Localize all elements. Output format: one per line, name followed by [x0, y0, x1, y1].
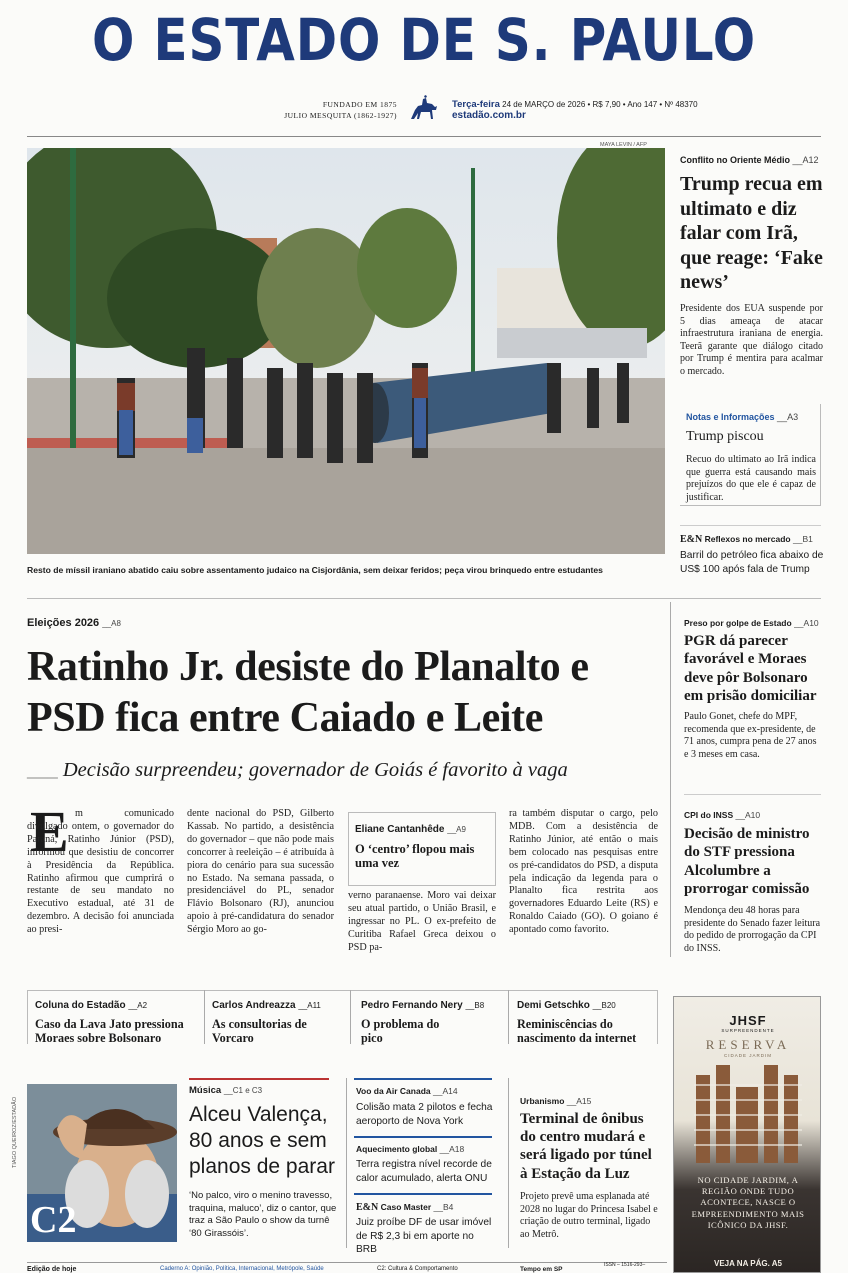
top-story-kicker: Conflito no Oriente Médio __A12: [680, 155, 819, 165]
brief-0-kicker-text: Voo da Air Canada: [356, 1086, 431, 1096]
notes-body: Recuo do ultimato ao Irã indica que guerra está causando mais prejuízos do que ele é capaz de justificar.: [686, 454, 816, 503]
top-story-body: Presidente dos EUA suspende por 5 dias ameaça de atacar infraestrutura iraniana de energia. Teerã garante que diálogo citado por Trump é mentira para acalmar o mercado.: [680, 303, 823, 377]
top-story-kicker-text: Conflito no Oriente Médio: [680, 155, 790, 165]
footer-edition: Edição de hoje: [27, 1266, 77, 1273]
photo-caption: Resto de míssil iraniano abatido caiu sobre assentamento judaico na Cisjordânia, sem deixar feridos; peça virou brinquedo entre estudantes: [27, 565, 603, 575]
columnist-1-page: A11: [307, 1001, 321, 1010]
column-box-page: A9: [456, 825, 466, 834]
reflexos-body[interactable]: Barril do petróleo fica abaixo de US$ 100 após fala de Trump: [680, 550, 824, 575]
brief-2-kicker: E&N Caso Master __B4: [356, 1202, 454, 1213]
columnist-1-title[interactable]: As consultorias de Vorcaro: [212, 1017, 307, 1045]
columnist-divider-1: [204, 990, 205, 1044]
brief-1-text[interactable]: Terra registra nível recorde de calor acumulado, alerta ONU: [356, 1159, 492, 1184]
culture-kicker: Música __C1 e C3: [189, 1085, 263, 1096]
brief-1-kicker-text: Aquecimento global: [356, 1144, 438, 1154]
footer-c2: C2: Cultura & Comportamento: [377, 1266, 458, 1272]
culture-page: C1 e C3: [232, 1086, 263, 1095]
brief-0-text[interactable]: Colisão mata 2 pilotos e fecha aeroporto de Nova York: [356, 1102, 493, 1127]
pgr-page: A10: [803, 618, 819, 628]
inss-body: Mendonça deu 48 horas para presidente do Senado fazer leitura do pedido de prorrogação da CPI do INSS.: [684, 905, 821, 954]
reflexos-page: B1: [802, 534, 813, 544]
ad-product-sub: CIDADE JARDIM: [723, 1053, 772, 1058]
main-page: A8: [111, 619, 121, 628]
columnist-3-name-text: Demi Getschko: [517, 1000, 590, 1011]
urbanismo-kicker-text: Urbanismo: [520, 1096, 565, 1106]
footer-tempo: Tempo em SP: [520, 1266, 563, 1273]
footer-rule: [27, 1262, 667, 1263]
urbanismo-body: Projeto prevê uma esplanada até 2028 no lugar do Princesa Isabel e criação de outro terminal, ligado ao Metrô.: [520, 1191, 658, 1240]
columnist-0-name: Coluna do Estadão __A2: [35, 1000, 148, 1011]
inss-headline[interactable]: Decisão de ministro do STF pressiona Alcolumbre a prorrogar comissão: [684, 826, 810, 897]
notes-kicker: Notas e Informações __A3: [686, 412, 799, 422]
notes-headline[interactable]: Trump piscou: [686, 429, 764, 444]
brief-0-kicker: Voo da Air Canada __A14: [356, 1086, 458, 1096]
culture-kicker-text: Música: [189, 1085, 222, 1096]
column-box-author-text: Eliane Cantanhêde: [355, 824, 445, 835]
main-deck-text: Decisão surpreendeu; governador de Goiás é favorito à vaga: [62, 759, 568, 781]
columnist-2-name: Pedro Fernando Nery __B8: [361, 1000, 485, 1011]
dateline: [452, 99, 698, 110]
site-link[interactable]: estadão.com.br: [452, 110, 526, 121]
brief-2-text[interactable]: Juiz proíbe DF de usar imóvel de R$ 2,3 bi em aporte no BRB: [356, 1217, 492, 1255]
columnist-3-page: B20: [601, 1001, 616, 1010]
main-photo: [27, 148, 665, 554]
main-col-2: dente nacional do PSD, Gilberto Kassab. No partido, a desistência do governador – que não pode mais concorrer à reeleição – é atribuída à piora do cenário para sua sucessão no Estado. Na semana passada, o presidenciável do PL, senador Flávio Bolsonaro (RJ), anunciou apoio à pré-candidatura do senador Sérgio Moro ao go-: [187, 808, 334, 936]
masthead-rule: [27, 136, 821, 137]
top-story-headline[interactable]: Trump recua em ultimato e diz falar com Irã, que reage: ‘Fake news’: [680, 173, 823, 294]
columnist-1-name: Carlos Andreazza __A11: [212, 1000, 321, 1011]
founded-line: FUNDADO EM 1875: [322, 100, 397, 109]
notes-page: A3: [787, 412, 799, 422]
inss-rule: [684, 794, 821, 795]
section-rule: [27, 598, 821, 599]
ad-brand: JHSF: [729, 1013, 767, 1028]
briefs-divider: [346, 1078, 347, 1248]
reflexos-rule: [680, 525, 821, 526]
column-box-title[interactable]: O ‘centro’ flopou mais uma vez: [355, 842, 475, 870]
brief-0-page: A14: [442, 1086, 458, 1096]
columnist-0-title[interactable]: Caso da Lava Jato pressiona Moraes sobre Bolsonaro: [35, 1017, 184, 1045]
c2-badge: C2: [30, 1199, 77, 1241]
columnist-divider-2: [350, 990, 351, 1044]
pgr-headline[interactable]: PGR dá parecer favorável e Moraes deve pôr Bolsonaro em prisão domiciliar: [684, 633, 817, 704]
main-col-4: ra também disputar o cargo, pelo MDB. Com a desistência de Ratinho Júnior, até então o mais bem colocado nas pesquisas entre os pré-candidatos do PSD, a disputa pela indicação da legenda para o Planalto fica restrita aos governadores Eduardo Leite (RS) e Ronaldo Caiado (GO). O goiano é apontado como favorito.: [509, 808, 658, 936]
ad-building-graphic: [694, 1065, 802, 1165]
main-kicker: Eleições 2026 __A8: [27, 617, 121, 629]
columnist-2-title[interactable]: O problema do pico: [361, 1017, 440, 1045]
masthead-title: O ESTADO DE S. PAULO: [92, 6, 756, 74]
main-col-1-text: m comunicado divulgado ontem, o governador do Paraná, Ratinho Júnior (PSD), informou que desistiu de concorrer à Presidência da República. Ratinho afirmou que cumprirá o restante de seu mandato no Executivo estadual, até 31 de dezembro. A decisão foi anunciada ao presi-: [27, 808, 174, 936]
brief-1-rule: [354, 1136, 492, 1138]
dropcap: E: [30, 799, 69, 864]
ad-cta[interactable]: VEJA NA PÁG. A5: [713, 1259, 782, 1268]
brief-2-kicker-text: Caso Master: [380, 1202, 432, 1212]
columnist-0-page: A2: [137, 1001, 148, 1010]
brief-2-page: B4: [443, 1202, 454, 1212]
pgr-body: Paulo Gonet, chefe do MPF, recomenda que ex-presidente, de 71 anos, cumpra pena de 27 anos e 3 meses em casa.: [684, 711, 817, 760]
column-box-author: Eliane Cantanhêde __A9: [355, 824, 466, 835]
urbanismo-divider: [508, 1078, 509, 1248]
inss-kicker-text: CPI do INSS: [684, 810, 734, 820]
culture-body: ‘No palco, viro o menino travesso, traquina, maluco’, diz o cantor, que traz a São Paulo o show da turnê ‘80 Girassóis’.: [189, 1190, 337, 1239]
culture-headline[interactable]: Alceu Valença, 80 anos e sem planos de parar: [189, 1103, 335, 1178]
columnist-3-name: Demi Getschko __B20: [517, 1000, 616, 1011]
pgr-kicker-text: Preso por golpe de Estado: [684, 618, 792, 628]
brief-2-rule: [354, 1193, 492, 1195]
urbanismo-headline[interactable]: Terminal de ônibus do centro mudará e será ligado por túnel à Estação da Luz: [520, 1111, 652, 1182]
inss-page: A10: [744, 810, 761, 820]
horseman-logo-icon: [408, 95, 440, 123]
top-story-page: A12: [802, 155, 819, 165]
right-column-divider: [670, 602, 671, 957]
columnist-1-name-text: Carlos Andreazza: [212, 1000, 296, 1011]
pgr-kicker: Preso por golpe de Estado __A10: [684, 618, 819, 628]
notes-kicker-text: Notas e Informações: [686, 412, 775, 422]
columnist-3-title[interactable]: Reminiscências do nascimento da internet: [517, 1017, 637, 1045]
columnist-2-name-text: Pedro Fernando Nery: [361, 1000, 463, 1011]
culture-rule: [189, 1078, 329, 1080]
columnist-divider-3: [508, 990, 509, 1044]
brief-0-rule: [354, 1078, 492, 1080]
reflexos-kicker-text: Reflexos no mercado: [704, 534, 791, 544]
footer-sections: Caderno A: Opinião, Política, Internacional, Metrópole, Saúde: [160, 1266, 324, 1272]
urbanismo-page: A15: [576, 1096, 592, 1106]
founder-line: JULIO MESQUITA (1862-1927): [284, 111, 397, 120]
main-headline[interactable]: Ratinho Jr. desiste do Planalto e PSD fica entre Caiado e Leite: [27, 644, 589, 741]
footer-issn: ISSN – 1516-293–: [604, 1262, 646, 1268]
photo-credit: MAYA LEVIN / AFP: [600, 142, 647, 148]
main-kicker-text: Eleições 2026: [27, 617, 100, 629]
brief-1-kicker: Aquecimento global __A18: [356, 1144, 465, 1154]
columnist-0-name-text: Coluna do Estadão: [35, 1000, 126, 1011]
reflexos-kicker: E&N Reflexos no mercado __B1: [680, 534, 813, 545]
ad-text: NO CIDADE JARDIM, A REGIÃO ONDE TUDO ACONTECE, NASCE O EMPREENDIMENTO MAIS ICÔNICO DA JHSF.: [691, 1175, 805, 1230]
ad-tagline: SURPREENDENTE: [721, 1028, 775, 1033]
ad-product: RESERVA: [705, 1037, 791, 1052]
brief-1-page: A18: [449, 1144, 465, 1154]
en-brand: E&N: [680, 534, 703, 545]
brief-2-brand: E&N: [356, 1202, 379, 1213]
main-deck: ___ Decisão surpreendeu; governador de Goiás é favorito à vaga: [27, 759, 568, 781]
urbanismo-kicker: Urbanismo __A15: [520, 1096, 592, 1106]
inss-kicker: CPI do INSS __A10: [684, 810, 761, 820]
culture-photo-credit: TIAGO QUEIROZ/ESTADÃO: [12, 1096, 18, 1168]
main-col-3: verno paranaense. Moro vai deixar seu atual partido, o União Brasil, e ingressar no PL. O ex-prefeito de Curitiba Rafael Greca deixou o PSD pa-: [348, 890, 496, 953]
weekday: Terça-feira: [452, 99, 500, 110]
jhsf-ad[interactable]: [673, 996, 821, 1273]
columnist-2-page: B8: [474, 1001, 485, 1010]
main-col-1: [27, 808, 174, 937]
date-info: 24 de MARÇO de 2026 • R$ 7,90 • Ano 147 • Nº 48370: [502, 100, 698, 109]
